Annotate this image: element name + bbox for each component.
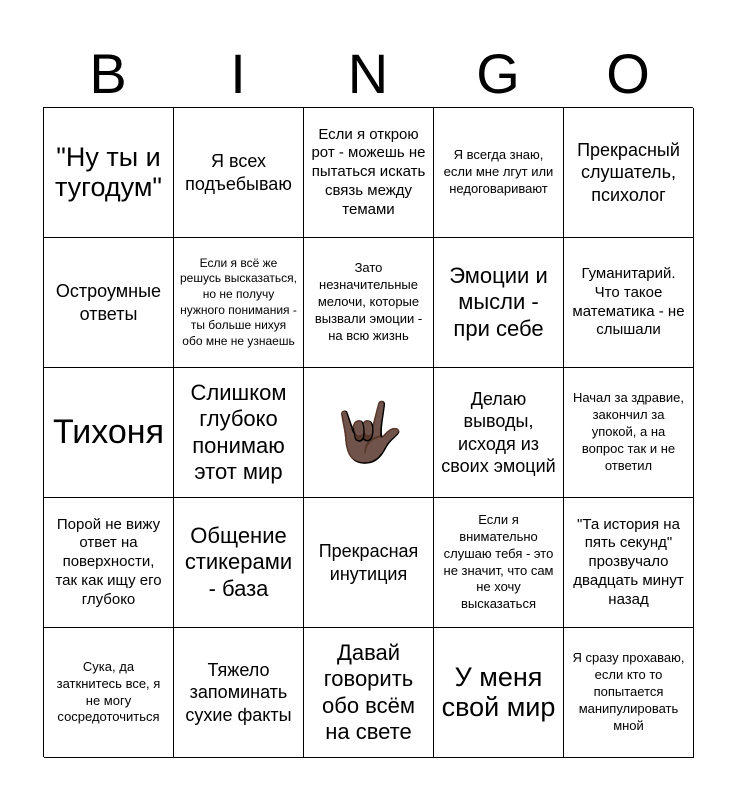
- bingo-cell-r5c1[interactable]: Сука, да заткнитесь все, я не могу сосредоточиться: [44, 628, 174, 758]
- title-letter-g: G: [476, 42, 520, 105]
- bingo-cell-r1c2[interactable]: Я всех подъебываю: [174, 108, 304, 238]
- bingo-cell-r5c4[interactable]: У меня свой мир: [434, 628, 564, 758]
- love-you-gesture-hand-icon: 🤟🏿: [332, 399, 405, 465]
- bingo-cell-r2c4[interactable]: Эмоции и мысли - при себе: [434, 238, 564, 368]
- bingo-cell-r3c5[interactable]: Начал за здравие, закончил за упокой, а на вопрос так и не ответил: [564, 368, 694, 498]
- bingo-cell-r2c2[interactable]: Если я всё же решусь высказаться, но не получу нужного понимания - ты больше нихуя обо мне не узнаешь: [174, 238, 304, 368]
- bingo-cell-free[interactable]: [304, 368, 434, 498]
- bingo-cell-r3c1[interactable]: Тихоня: [44, 368, 174, 498]
- bingo-cell-r2c3[interactable]: Зато незначительные мелочи, которые вызвали эмоции - на всю жизнь: [304, 238, 434, 368]
- bingo-grid: [43, 107, 693, 757]
- bingo-cell-r4c3[interactable]: Прекрасная инутиция: [304, 498, 434, 628]
- bingo-cell-r4c1[interactable]: Порой не вижу ответ на поверхности, так как ищу его глубоко: [44, 498, 174, 628]
- bingo-cell-r5c5[interactable]: Я сразу прохаваю, если кто то попытается манипулировать мной: [564, 628, 694, 758]
- bingo-title: [43, 40, 693, 108]
- bingo-cell-r2c5[interactable]: Гуманитарий. Что такое математика - не слышали: [564, 238, 694, 368]
- bingo-cell-r1c1[interactable]: "Ну ты и тугодум": [44, 108, 174, 238]
- bingo-cell-r4c4[interactable]: Если я внимательно слушаю тебя - это не значит, что сам не хочу высказаться: [434, 498, 564, 628]
- bingo-cell-r1c3[interactable]: Если я открою рот - можешь не пытаться искать связь между темами: [304, 108, 434, 238]
- bingo-cell-r4c5[interactable]: "Та история на пять секунд" прозвучало двадцать минут назад: [564, 498, 694, 628]
- title-letter-n: N: [347, 42, 389, 105]
- title-letter-o: O: [606, 42, 650, 105]
- title-letter-i: I: [230, 42, 246, 105]
- bingo-cell-r1c4[interactable]: Я всегда знаю, если мне лгут или недоговаривают: [434, 108, 564, 238]
- bingo-cell-r3c2[interactable]: Слишком глубоко понимаю этот мир: [174, 368, 304, 498]
- bingo-cell-r5c3[interactable]: Давай говорить обо всём на свете: [304, 628, 434, 758]
- bingo-cell-r4c2[interactable]: Общение стикерами - база: [174, 498, 304, 628]
- bingo-cell-r3c4[interactable]: Делаю выводы, исходя из своих эмоций: [434, 368, 564, 498]
- bingo-cell-r1c5[interactable]: Прекрасный слушатель, психолог: [564, 108, 694, 238]
- title-letter-b: B: [89, 42, 127, 105]
- bingo-cell-r5c2[interactable]: Тяжело запоминать сухие факты: [174, 628, 304, 758]
- bingo-cell-r2c1[interactable]: Остроумные ответы: [44, 238, 174, 368]
